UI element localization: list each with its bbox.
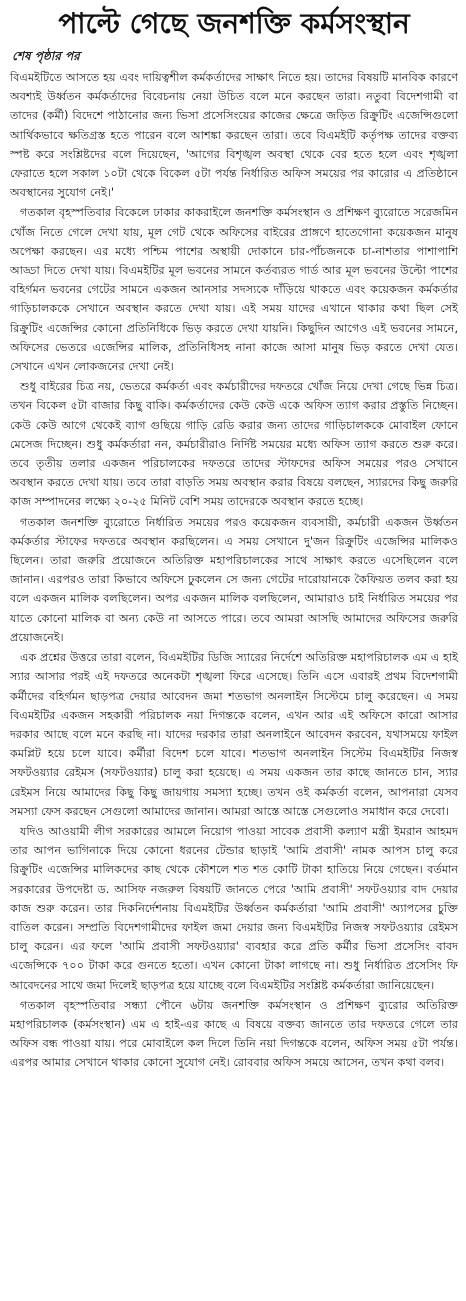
continuation-label: শেষ পৃষ্ঠার পর (12, 49, 80, 63)
article-paragraph: গতকাল বৃহস্পতিবার বিকেলে ঢাকার কাকরাইলে জনশক্তি কর্মসংস্থান ও প্রশিক্ষণ ব্যুরোতে সরেজমিন খোঁজ নিতে গেলে দেখা যায়, মূল গেট থেকে অফিসের বাইরের প্রাঙ্গণে হাতেগোনা কয়েকজন মানুষ অপেক্ষা করছেন। এর মধ্যে পশ্চিম পাশের অস্থায়ী দোকানে চার-পাঁচজনকে চা-নাশতার পাশাপাশি আড্ডা দিতে দেখা যায়। বিএমইটির মূল ভবনের সামনে কর্তব্যরত গার্ড আর মূল ভবনের উল্টো পাশের বহির্গমন ভবনের গেটের সামনে একজন আনসার সদস্যকে দাঁড়িয়ে থাকতে এবং কয়েকজন কর্মকর্তার গাড়িচালককে সেখানে অবস্থান করতে দেখা যায়। এই সময় যাদের এখানে থাকার কথা ছিল সেই রিক্রুটিং এজেন্সির কোনো প্রতিনিধিকে ভিড় করতে দেখা যায়নি। কিছুদিন আগেও এই ভবনের সামনে, অফিসের ভেতরে এজেন্সির মালিক, প্রতিনিধিসহ নানা কাজে আসা মানুষ ভিড় করতে দেখা যেত। সেখানে এখন লোকজনের দেখা নেই। (10, 206, 458, 374)
article-paragraph: শুধু বাইরের চিত্র নয়, ভেতরে কর্মকর্তা এবং কর্মচারীদের দফতরে খোঁজ নিয়ে দেখা গেছে ভিন্ন চিত্র। তখন বিকেল ৫টা বাজার কিছু বাকি। কর্মকর্তাদের কেউ কেউ একে অফিস ত্যাগ করার প্রস্তুতি নিচ্ছেন। কেউ কেউ আগে থেকেই ব্যাগ গুছিয়ে গাড়ি রেডি করার জন্য তাদের গাড়িচালককে মোবাইল ফোনে মেসেজ দিচ্ছেন। শুধু কর্মকর্তারা নন, কর্মচারীরাও নির্দিষ্ট সময়ের মধ্যে অফিস ত্যাগ করতে শুরু করে। তবে তৃতীয় তলার একজন পরিচালকের দফতরে তাদের স্টাফদের অফিস সময়ের পরও সেখানে অবস্থান করতে দেখা যায়। তবে তারা বাড়তি সময় অবস্থান করার বিষয়ে বলছেন, স্যারদের কিছু জরুরি কাজ সম্পাদনের লক্ষ্যে ২০-২৫ মিনিট বেশি সময় তাদেরকে অবস্থান করতে হচ্ছে। (10, 380, 458, 509)
article-paragraph: এক প্রশ্নের উত্তরে তারা বলেন, বিএমইটির ডিজি স্যারের নির্দেশে অতিরিক্ত মহাপরিচালক এম এ হাই স্যার আসার পরই এই দফতরে অনেকটা শৃঙ্খলা ফিরে এসেছে। তিনি এসে এবারই প্রথম বিদেশগামী কর্মীদের বহির্গমন ছাড়পত্র দেয়ার আবেদন জমা শতভাগ অনলাইন সিস্টেমে চালু করেছেন। এ সময় বিএমইটির একজন সহকারী পরিচালক নয়া দিগন্তকে বলেন, এখন আর এই অফিসে কারো আসার দরকার আছে বলে মনে করছি না। যাদের দরকার তারা অনলাইনে আবেদন করবেন, যথাসময়ে ফাইল কমপ্লিট হয়ে চলে যাবে। কর্মীরা বিদেশ চলে যাবে। শতভাগ অনলাইন সিস্টেম বিএমইটির নিজস্ব সফটওয়্যার রেইমস (সফটওয়্যার) চালু করা হয়েছে। এ সময় একজন তার কাছে জানতে চান, স্যার রেইমস নিয়ে আমাদের কিছু কিছু জায়গায় সমস্যা হচ্ছে। তখন ওই কর্মকর্তা বলেন, আপনারা যেসব সমস্যা ফেস করছেন সেগুলো আমাদের জানান। আমরা আস্তে আস্তে সেগুলোও সমাধান করে দেবো। (10, 651, 458, 818)
article-paragraph: যদিও আওয়ামী লীগ সরকারের আমলে নিয়োগ পাওয়া সাবেক প্রবাসী কল্যাণ মন্ত্রী ইমরান আহমদ তার আপন ভাগিনাকে দিয়ে কোনো ধরনের টেন্ডার ছাড়াই 'আমি প্রবাসী' নামক আপস চালু করে রিক্রুটিং এজেন্সির মালিকদের কাছ থেকে কৌশলে শত শত কোটি টাকা হাতিয়ে নিয়ে গেছেন। বর্তমান সরকারের উপদেষ্টা ড. আসিফ নজরুল বিষয়টি জানতে পেরে 'আমি প্রবাসী' সফটওয়্যার বাদ দেয়ার কাজ শুরু করেন। তার দিকনির্দেশনায় বিএমইটির উর্ধ্বতন কর্মকর্তারা 'আমি প্রবাসী' অ্যাপসের চুক্তি বাতিল করেন। সম্প্রতি বিদেশগামীদের ফাইল জমা দেয়ার জন্য বিএমইটির নিজস্ব সফটওয়্যার রেইমস চালু করেন। এর ফলে 'আমি প্রবাসী সফটওয়্যার' ব্যবহার করে প্রতি কর্মীর ভিসা প্রসেসিং বাবদ এজেন্সিকে ৭০০ টাকা করে গুনতে হতো। এখন কোনো টাকা লাগছে না। শুধু নির্ধারিত প্রসেসিং ফি আবেদনের সাথে জমা দিলেই ছাড়পত্র হয়ে যাচ্ছে বলে বিএমইটির সংশ্লিষ্ট কর্মকর্তারা জানিয়েছেন। (10, 824, 458, 992)
article-body (10, 68, 458, 1073)
article-paragraph: গতকাল বৃহস্পতিবার সন্ধ্যা পৌনে ৬টায় জনশক্তি কর্মসংস্থান ও প্রশিক্ষণ ব্যুরোর অতিরিক্ত মহাপরিচালক (কর্মসংস্থান) এম এ হাই-এর কাছে এ বিষয়ে বক্তব্য জানতে তার দফতরে গেলে তার অফিস বন্ধ পাওয়া যায়। পরে মোবাইলে কল দিলে তিনি নয়া দিগন্তকে বলেন, অফিস সময় ৫টা পর্যন্ত। এরপর আমার সেখানে থাকার কোনো সুযোগ নেই। রোববার অফিস সময়ে আসেন, তখন কথা বলব। (10, 998, 458, 1070)
article-headline: পাল্টে গেছে জনশক্তি কর্মসংস্থান (58, 7, 410, 40)
article-paragraph: বিএমইটিতে আসতে হয় এবং দায়িত্বশীল কর্মকর্তাদের সাক্ষাৎ নিতে হয়। তাদের বিষয়টি মানবিক কারণে অবশ্যই উর্ধ্বতন কর্মকর্তাদের বিবেচনায় নেয়া উচিত বলে মনে করছেন তারা। নতুবা বিদেশগামী বা তাদের (কর্মী) বিদেশে পাঠানোর জন্য ভিসা প্রসেসিংয়ের কাজের ক্ষেত্রে জড়িত রিক্রুটিং এজেন্সিগুলো আর্থিকভাবে ক্ষতিগ্রস্ত হতে পারেন বলে আশঙ্কা করছেন তারা। তবে বিএমইটি কর্তৃপক্ষ তাদের বক্তব্য স্পষ্ট করে সংশ্লিষ্টদের বলে দিয়েছেন, 'আগের বিশৃঙ্খল অবস্থা থেকে বের হতে হলে এবং শৃঙ্খলা ফেরাতে হলে সকাল ১০টা থেকে বিকেল ৫টা পর্যন্ত নির্ধারিত অফিস সময়ের পর কারোর এ প্রতিষ্ঠানে অবস্থানের সুযোগ নেই।' (10, 71, 458, 200)
article-paragraph: গতকাল জনশক্তি ব্যুরোতে নির্ধারিত সময়ের পরও কয়েকজন ব্যবসায়ী, কর্মচারী একজন উর্ধ্বতন কর্মকর্তার স্টাফের দফতরে অবস্থান করছিলেন। এ সময় সেখানে দু'জন রিক্রুটিং এজেন্সির মালিকও ছিলেন। তারা জরুরি প্রয়োজনে অতিরিক্ত মহাপরিচালকের সাথে সাক্ষাৎ করতে এসেছিলেন বলে জানান। এরপরও তারা কিভাবে অফিসে ঢুকলেন সে জন্য গেটের দারোয়ানকে কৈফিয়ত তলব করা হয় বলে একজন মালিক বলছিলেন। অপর একজন মালিক বলছিলেন, আমারাও চাই নির্ধারিত সময়ের পর যাতে কোনো মালিক বা অন্য কেউ না আসতে পারে। তবে আমরা আসছি আমাদের অফিসের জরুরি প্রয়োজনেই। (10, 515, 458, 644)
